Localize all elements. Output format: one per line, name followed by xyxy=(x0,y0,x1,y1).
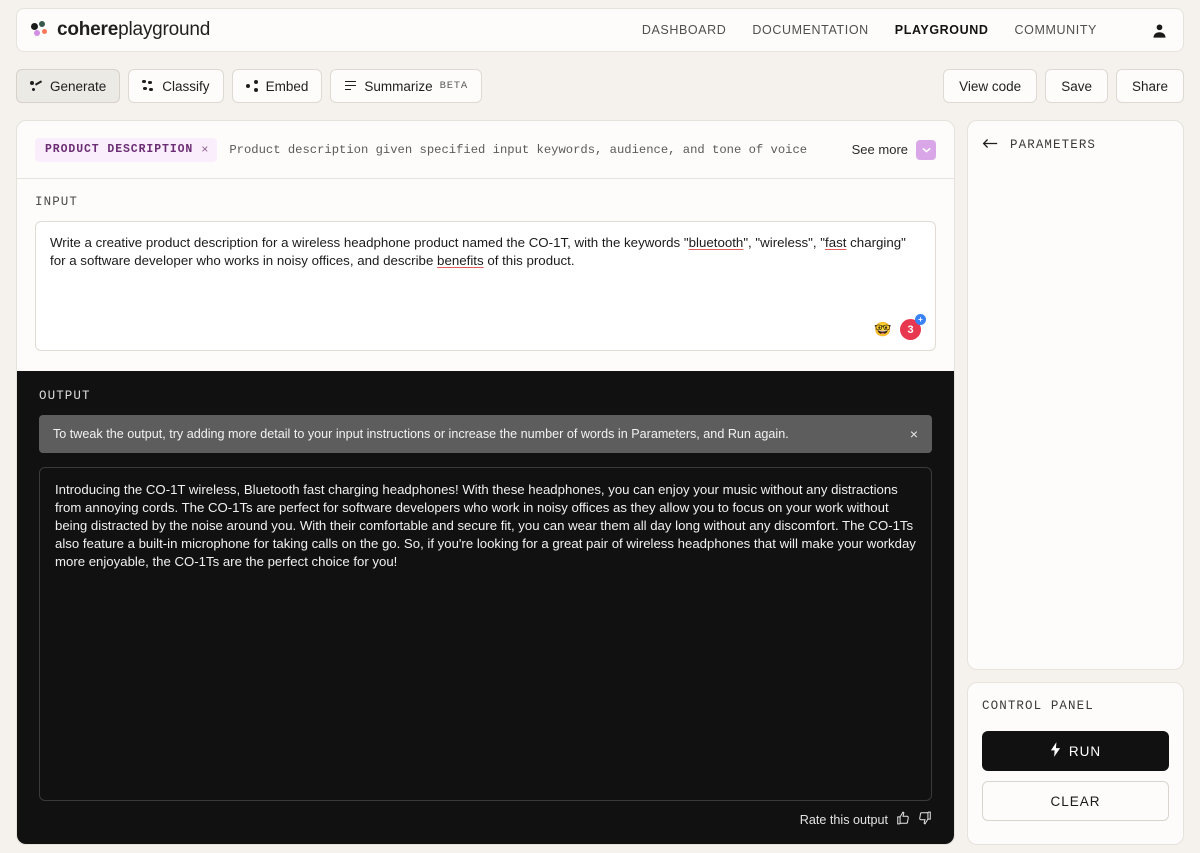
tab-summarize-label: Summarize xyxy=(364,78,433,94)
clear-button-label: CLEAR xyxy=(1050,793,1101,809)
right-sidebar xyxy=(967,120,1184,845)
embed-icon xyxy=(246,80,259,93)
beta-badge: BETA xyxy=(439,80,469,92)
user-icon[interactable] xyxy=(1149,20,1169,40)
tab-generate[interactable] xyxy=(16,69,120,103)
brand-name: cohere xyxy=(57,19,119,40)
thumbs-down-icon[interactable] xyxy=(918,811,932,828)
tab-classify-label: Classify xyxy=(162,78,210,94)
input-section xyxy=(17,179,954,371)
reaction-group xyxy=(873,315,923,340)
see-more-label: See more xyxy=(851,142,909,157)
control-panel-title: CONTROL PANEL xyxy=(982,699,1094,713)
input-text-part: charging" for a software developer who works in noisy offices, and describe xyxy=(50,235,906,268)
arrow-left-icon[interactable] xyxy=(982,137,998,153)
lightning-icon xyxy=(1050,742,1061,760)
editor-column xyxy=(16,120,955,845)
tab-generate-label: Generate xyxy=(50,78,107,94)
rate-output-label: Rate this output xyxy=(799,812,889,827)
close-icon[interactable]: × xyxy=(201,142,210,157)
main-content xyxy=(16,120,1184,845)
output-section xyxy=(17,371,954,844)
chevron-down-icon[interactable] xyxy=(916,140,936,160)
brand-title xyxy=(57,19,210,41)
parameters-header xyxy=(982,137,1169,153)
parameters-panel xyxy=(967,120,1184,670)
input-text-part: Write a creative product description for a wireless headphone product named the CO-1T, with the keywords " xyxy=(50,235,689,250)
mode-tabs xyxy=(16,69,482,103)
reaction-count-badge[interactable] xyxy=(900,315,923,340)
preset-chip[interactable] xyxy=(35,138,217,162)
thumbs-up-icon[interactable] xyxy=(896,811,910,828)
mode-toolbar xyxy=(16,62,1184,110)
output-text: Introducing the CO-1T wireless, Bluetooth fast charging headphones! With these headphones, you can enjoy your music without any distractions from annoying cords. The CO-1Ts are perfect for software developers who work in noisy offices as they allow you to focus on your work without being distracted by the noise around you. With their comfortable and secure fit, you can wear them all day long without any discomfort. The CO-1Ts also feature a built-in microphone for taking calls on the go. So, if you're looking for a great pair of wireless headphones that will make your workday more enjoyable, the CO-1Ts are the perfect choice for you! xyxy=(39,467,932,801)
nav-link-dashboard[interactable]: DASHBOARD xyxy=(641,23,727,37)
reaction-count: 3 xyxy=(907,323,914,336)
preset-bar xyxy=(17,121,954,179)
input-textarea[interactable] xyxy=(35,221,936,351)
input-text-part: of this product. xyxy=(483,252,575,268)
input-section-label: INPUT xyxy=(35,195,79,209)
nerd-face-emoji[interactable]: 🤓 xyxy=(874,321,892,337)
view-code-button[interactable]: View code xyxy=(943,69,1037,103)
output-section-label: OUTPUT xyxy=(39,389,91,403)
brand-logo-group[interactable] xyxy=(31,19,210,41)
nav-links xyxy=(642,20,1169,40)
tab-embed[interactable] xyxy=(232,69,323,103)
input-keyword-fast: fast xyxy=(825,235,847,250)
cohere-logo-icon xyxy=(31,21,49,39)
playground-page xyxy=(0,8,1200,853)
reaction-count-plus: + xyxy=(915,314,926,325)
summarize-icon xyxy=(344,80,357,93)
nav-link-community[interactable]: COMMUNITY xyxy=(1014,23,1097,37)
rate-output-row xyxy=(39,811,932,828)
control-panel xyxy=(967,682,1184,845)
preset-description: Product description given specified input keywords, audience, and tone of voice xyxy=(229,142,808,157)
brand-product: playground xyxy=(118,19,211,40)
run-button-label: RUN xyxy=(1068,743,1102,759)
clear-button[interactable] xyxy=(982,781,1169,821)
input-text-part: ", "wireless", " xyxy=(743,235,826,250)
tab-embed-label: Embed xyxy=(265,78,309,94)
top-navigation-bar xyxy=(16,8,1184,52)
see-more-control[interactable] xyxy=(852,140,936,160)
parameters-title: PARAMETERS xyxy=(1010,138,1097,152)
generate-icon xyxy=(30,80,43,93)
save-button[interactable]: Save xyxy=(1045,69,1108,103)
tab-classify[interactable] xyxy=(128,69,223,103)
input-keyword-benefits: benefits xyxy=(437,252,484,268)
nav-link-playground[interactable]: PLAYGROUND xyxy=(894,23,989,37)
close-icon[interactable]: × xyxy=(909,426,919,442)
run-button[interactable] xyxy=(982,731,1169,771)
preset-chip-label: PRODUCT DESCRIPTION xyxy=(45,143,194,156)
toolbar-actions xyxy=(943,69,1184,103)
input-text xyxy=(50,234,921,269)
output-tip-banner xyxy=(39,415,932,453)
input-keyword-bluetooth: bluetooth xyxy=(688,235,744,250)
tab-summarize[interactable] xyxy=(330,69,482,103)
share-button[interactable]: Share xyxy=(1116,69,1184,103)
classify-icon xyxy=(142,80,155,93)
output-tip-text: To tweak the output, try adding more detail to your input instructions or increase the number of words in Parameters, and Run again. xyxy=(53,427,789,441)
nav-link-documentation[interactable]: DOCUMENTATION xyxy=(752,23,869,37)
